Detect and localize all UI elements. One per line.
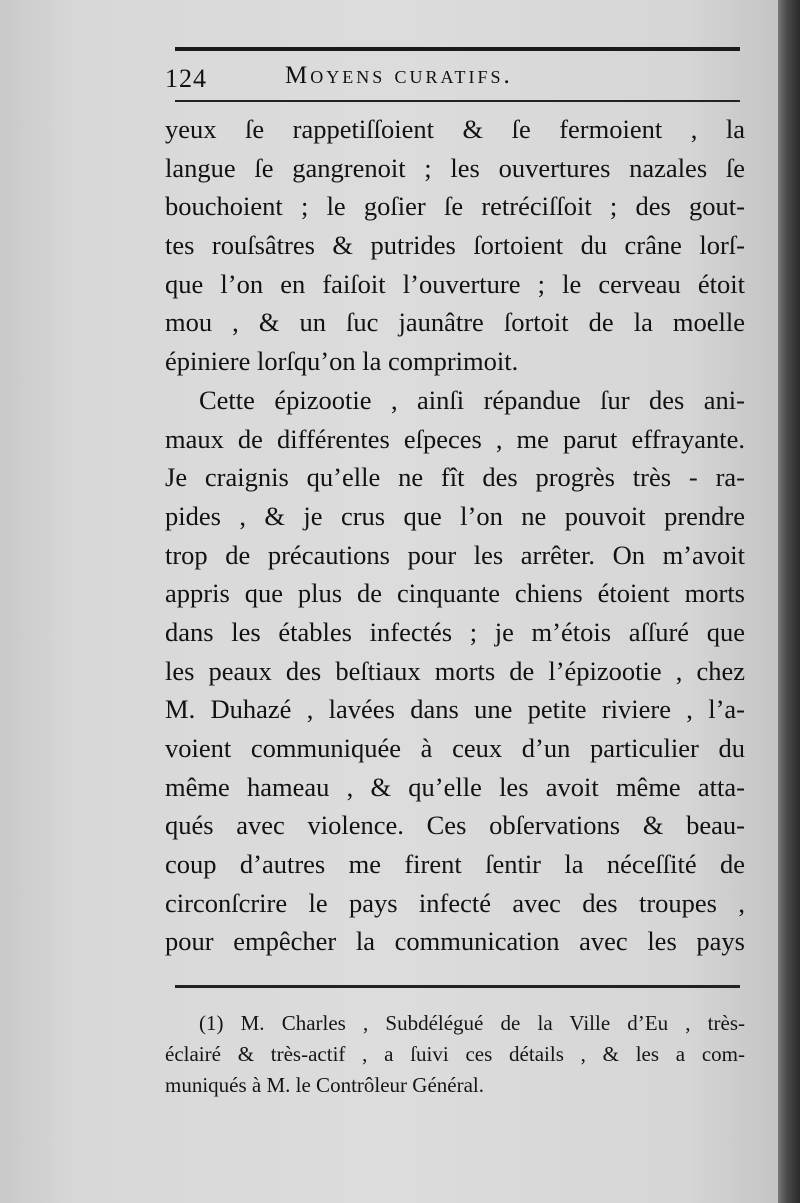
running-title: Moyens curatifs.	[285, 62, 513, 89]
text-line: pour empêcher la communication avec les pays	[165, 926, 745, 957]
text-line: voient communiquée à ceux d’un particulier du	[165, 733, 745, 763]
footnote-line: éclairé & très-actif , a ſuivi ces détails , & les a com-	[165, 1042, 745, 1066]
text-line: mou , & un ſuc jaunâtre ſortoit de la moelle	[165, 307, 745, 338]
text-line: M. Duhazé , lavées dans une petite riviere , l’a-	[165, 694, 745, 725]
text-line: yeux ſe rappetiſſoient & ſe fermoient , la	[165, 114, 745, 144]
text-line: maux de différentes eſpeces , me parut effrayante.	[165, 423, 745, 454]
text-line: qués avec violence. Ces obſervations & beau-	[165, 810, 745, 841]
text-line: dans les étables infectés ; je m’étois aſſuré que	[165, 616, 745, 647]
header-rule	[175, 100, 740, 102]
text-line: Cette épizootie , ainſi répandue ſur des ani-	[199, 384, 745, 415]
text-line: langue ſe gangrenoit ; les ouvertures nazales ſe	[165, 152, 745, 183]
text-line: Je craignis qu’elle ne fît des progrès très - ra-	[165, 462, 745, 493]
text-line: coup d’autres me firent ſentir la néceſſité de	[165, 849, 745, 880]
body-text	[165, 110, 745, 961]
text-line: que l’on en faiſoit l’ouverture ; le cerveau étoit	[165, 268, 745, 299]
top-rule	[175, 47, 740, 51]
text-line: épiniere lorſqu’on la comprimoit.	[165, 346, 519, 377]
text-line: même hameau , & qu’elle les avoit même atta-	[165, 771, 745, 802]
page-number: 124	[165, 64, 207, 93]
footnote-line: muniqués à M. le Contrôleur Général.	[165, 1073, 484, 1097]
footnote	[165, 1008, 745, 1101]
text-line: appris que plus de cinquante chiens étoient morts	[165, 578, 745, 609]
text-line: bouchoient ; le goſier ſe retréciſſoit ; des gout-	[165, 191, 745, 222]
text-line: trop de précautions pour les arrêter. On m’avoit	[165, 539, 745, 570]
page-header	[165, 60, 625, 96]
footnote-line: (1) M. Charles , Subdélégué de la Ville d’Eu , très-	[199, 1011, 745, 1035]
footnote-rule	[175, 985, 740, 988]
text-line: pides , & je crus que l’on ne pouvoit prendre	[165, 500, 745, 531]
book-edge	[778, 0, 800, 1203]
text-line: tes rouſsâtres & putrides ſortoient du crâne lorſ-	[165, 230, 745, 261]
text-line: les peaux des beſtiaux morts de l’épizootie , chez	[165, 655, 745, 686]
text-line: circonſcrire le pays infecté avec des troupes ,	[165, 887, 745, 918]
